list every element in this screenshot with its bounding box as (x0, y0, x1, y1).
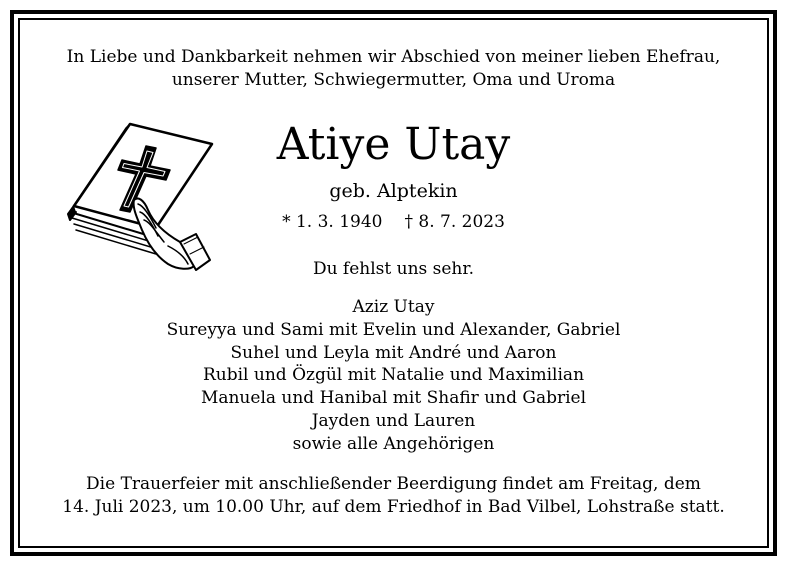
ceremony-info (0, 473, 787, 519)
intro-text (0, 46, 787, 92)
life-dates (0, 211, 787, 233)
message-text: Du fehlst uns sehr. (312, 259, 475, 279)
mourner-line: sowie alle Angehörigen (292, 433, 495, 454)
birth-date: * 1. 3. 1940 (282, 212, 383, 232)
mourners-list (0, 296, 787, 456)
inner-border (18, 18, 769, 548)
intro-line: unserer Mutter, Schwiegermutter, Oma und Uroma (171, 70, 616, 90)
mourner-line: Jayden und Lauren (311, 410, 476, 431)
mourner-line: Suhel und Leyla mit André und Aaron (230, 342, 557, 363)
ceremony-line: 14. Juli 2023, um 10.00 Uhr, auf dem Friedhof in Bad Vilbel, Lohstraße statt. (62, 497, 725, 517)
birth-name: geb. Alptekin (329, 180, 458, 202)
mourner-line: Manuela und Hanibal mit Shafir und Gabriel (200, 388, 587, 409)
mourner-line: Aziz Utay (352, 297, 435, 317)
deceased-name: Atiye Utay (276, 119, 511, 170)
death-date: † 8. 7. 2023 (404, 212, 505, 232)
mourner-line: Sureyya und Sami mit Evelin und Alexander, Gabriel (166, 319, 621, 340)
ceremony-line: Die Trauerfeier mit anschließender Beerdigung findet am Freitag, dem (86, 474, 701, 494)
mourner-line: Rubil und Özgül mit Natalie und Maximilian (202, 365, 585, 386)
intro-line: In Liebe und Dankbarkeit nehmen wir Abschied von meiner lieben Ehefrau, (66, 47, 721, 67)
